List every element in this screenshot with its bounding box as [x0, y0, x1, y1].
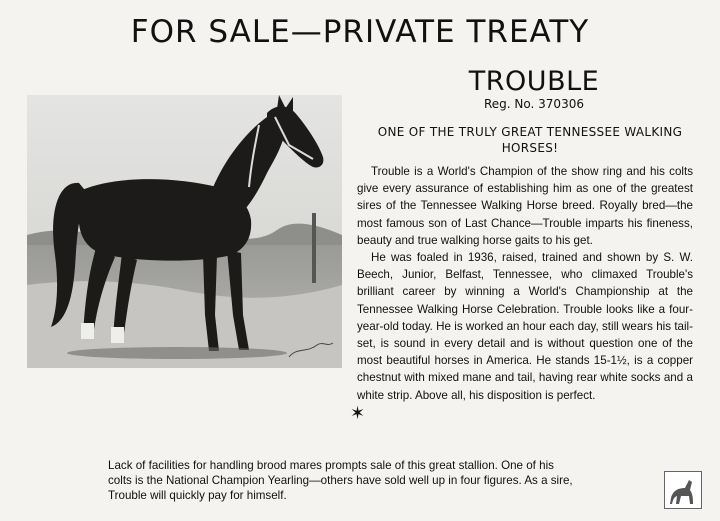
description-paragraph: He was foaled in 1936, raised, trained and shown by S. W. Beech, Junior, Belfast, Tennessee, who climaxed Trouble's brilliant career by winning a World's Championship at the Tennessee Walking Horse Celebration. Trouble looks like a four-year-old today. He is worked an hour each day, still wears his tail-set, is sound in every detail and is without question one of the most beautiful horses in America. He stands 15-1½, is a copper chestnut with mixed mane and tail, having rear white socks and a white strip. Above all, his disposition is perfect.: [357, 251, 693, 402]
description: [357, 163, 693, 404]
horse-name: TROUBLE: [468, 66, 600, 97]
description-paragraph: Trouble is a World's Champion of the show ring and his colts give every assurance of establishing him as one of the greatest sires of the Tennessee Walking Horse breed. Royally bred—the most famous son of Last Chance—Trouble imparts his fineness, beauty and true walking horse gaits to his get.: [357, 165, 693, 247]
headline: FOR SALE—PRIVATE TREATY: [130, 14, 590, 50]
footer-note: Lack of facilities for handling brood mares prompts sale of this great stallion. One of his colts is the National Champion Yearling—others have sold well up in four figures. As a sire, Trouble will quickly pay for himself.: [108, 459, 573, 502]
horse-photo: [27, 95, 342, 368]
tagline: ONE OF THE TRULY GREAT TENNESSEE WALKING HORSES!: [377, 125, 683, 155]
star-ornament-icon: ✶: [350, 403, 366, 424]
publisher-logo: [664, 471, 702, 509]
registration-number: Reg. No. 370306: [484, 97, 584, 111]
